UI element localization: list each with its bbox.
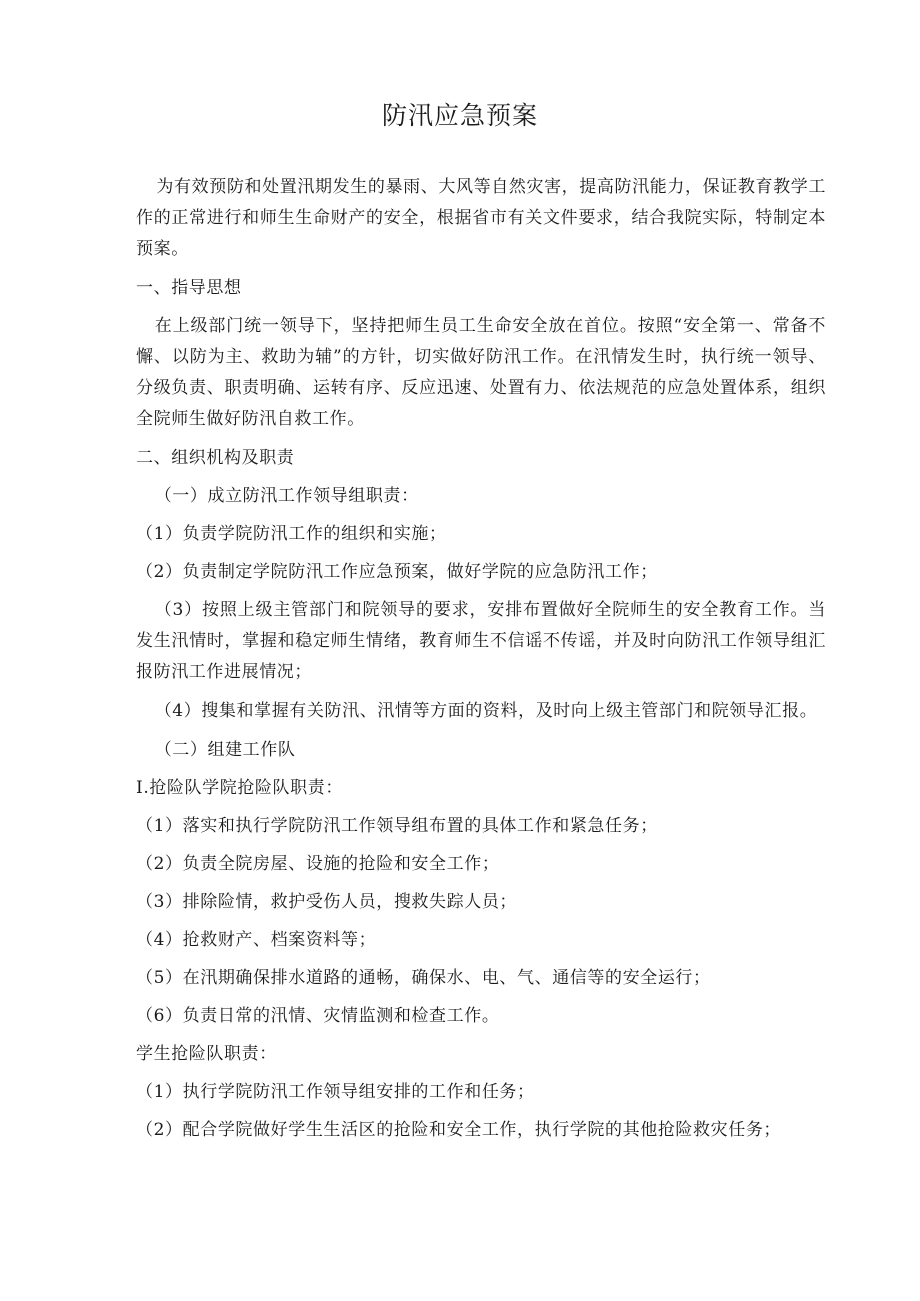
list-item: （5）在汛期确保排水道路的通畅，确保水、电、气、通信等的安全运行； bbox=[136, 968, 711, 988]
list-item: （6）负责日常的汛情、灾情监测和检查工作。 bbox=[136, 1006, 500, 1026]
document-body bbox=[136, 172, 826, 1153]
list-item: （1）负责学院防汛工作的组织和实施； bbox=[136, 524, 447, 544]
rescue-team-heading: I.抢险队学院抢险队职责： bbox=[136, 778, 343, 798]
section-heading-guiding-thought: 一、指导思想 bbox=[136, 278, 242, 298]
list-item: （2）负责全院房屋、设施的抢险和安全工作； bbox=[136, 854, 500, 874]
intro-paragraph: 为有效预防和处置汛期发生的暴雨、大风等自然灾害，提高防汛能力，保证教育教学工作的正常进行和师生生命财产的安全，根据省市有关文件要求，结合我院实际，特制定本预案。 bbox=[136, 177, 826, 259]
list-item: （3）排除险情，救护受伤人员，搜救失踪人员； bbox=[136, 892, 518, 912]
list-item: （2）配合学院做好学生生活区的抢险和安全工作，执行学院的其他抢险救灾任务； bbox=[136, 1120, 782, 1140]
list-item: （2）负责制定学院防汛工作应急预案，做好学院的应急防汛工作； bbox=[136, 562, 658, 582]
list-item: （1）执行学院防汛工作领导组安排的工作和任务； bbox=[136, 1082, 535, 1102]
guiding-thought-paragraph: 在上级部门统一领导下，坚持把师生员工生命安全放在首位。按照“安全第一、常备不懈、以防为主、救助为辅”的方针，切实做好防汛工作。在汛情发生时，执行统一领导、分级负责、职责明确、运转有序、反应迅速、处置有力、依法规范的应急处置体系，组织全院师生做好防汛自救工作。 bbox=[136, 316, 826, 429]
list-item: （4）搜集和掌握有关防汛、汛情等方面的资料，及时向上级主管部门和院领导汇报。 bbox=[154, 701, 818, 721]
list-item: （4）抢救财产、档案资料等； bbox=[136, 930, 377, 950]
document-title: 防汛应急预案 bbox=[381, 101, 538, 130]
student-rescue-team-heading: 学生抢险队职责： bbox=[136, 1044, 277, 1064]
list-item: （3）按照上级主管部门和院领导的要求，安排布置做好全院师生的安全教育工作。当发生汛情时，掌握和稳定师生情绪，教育师生不信谣不传谣，并及时向防汛工作领导组汇报防汛工作进展情况； bbox=[136, 600, 826, 682]
subsection-work-team: （二）组建工作队 bbox=[154, 740, 296, 760]
list-item: （1）落实和执行学院防汛工作领导组布置的具体工作和紧急任务； bbox=[136, 816, 658, 836]
subsection-leadership-group: （一）成立防汛工作领导组职责： bbox=[154, 486, 419, 506]
section-heading-organization: 二、组织机构及职责 bbox=[136, 448, 295, 468]
